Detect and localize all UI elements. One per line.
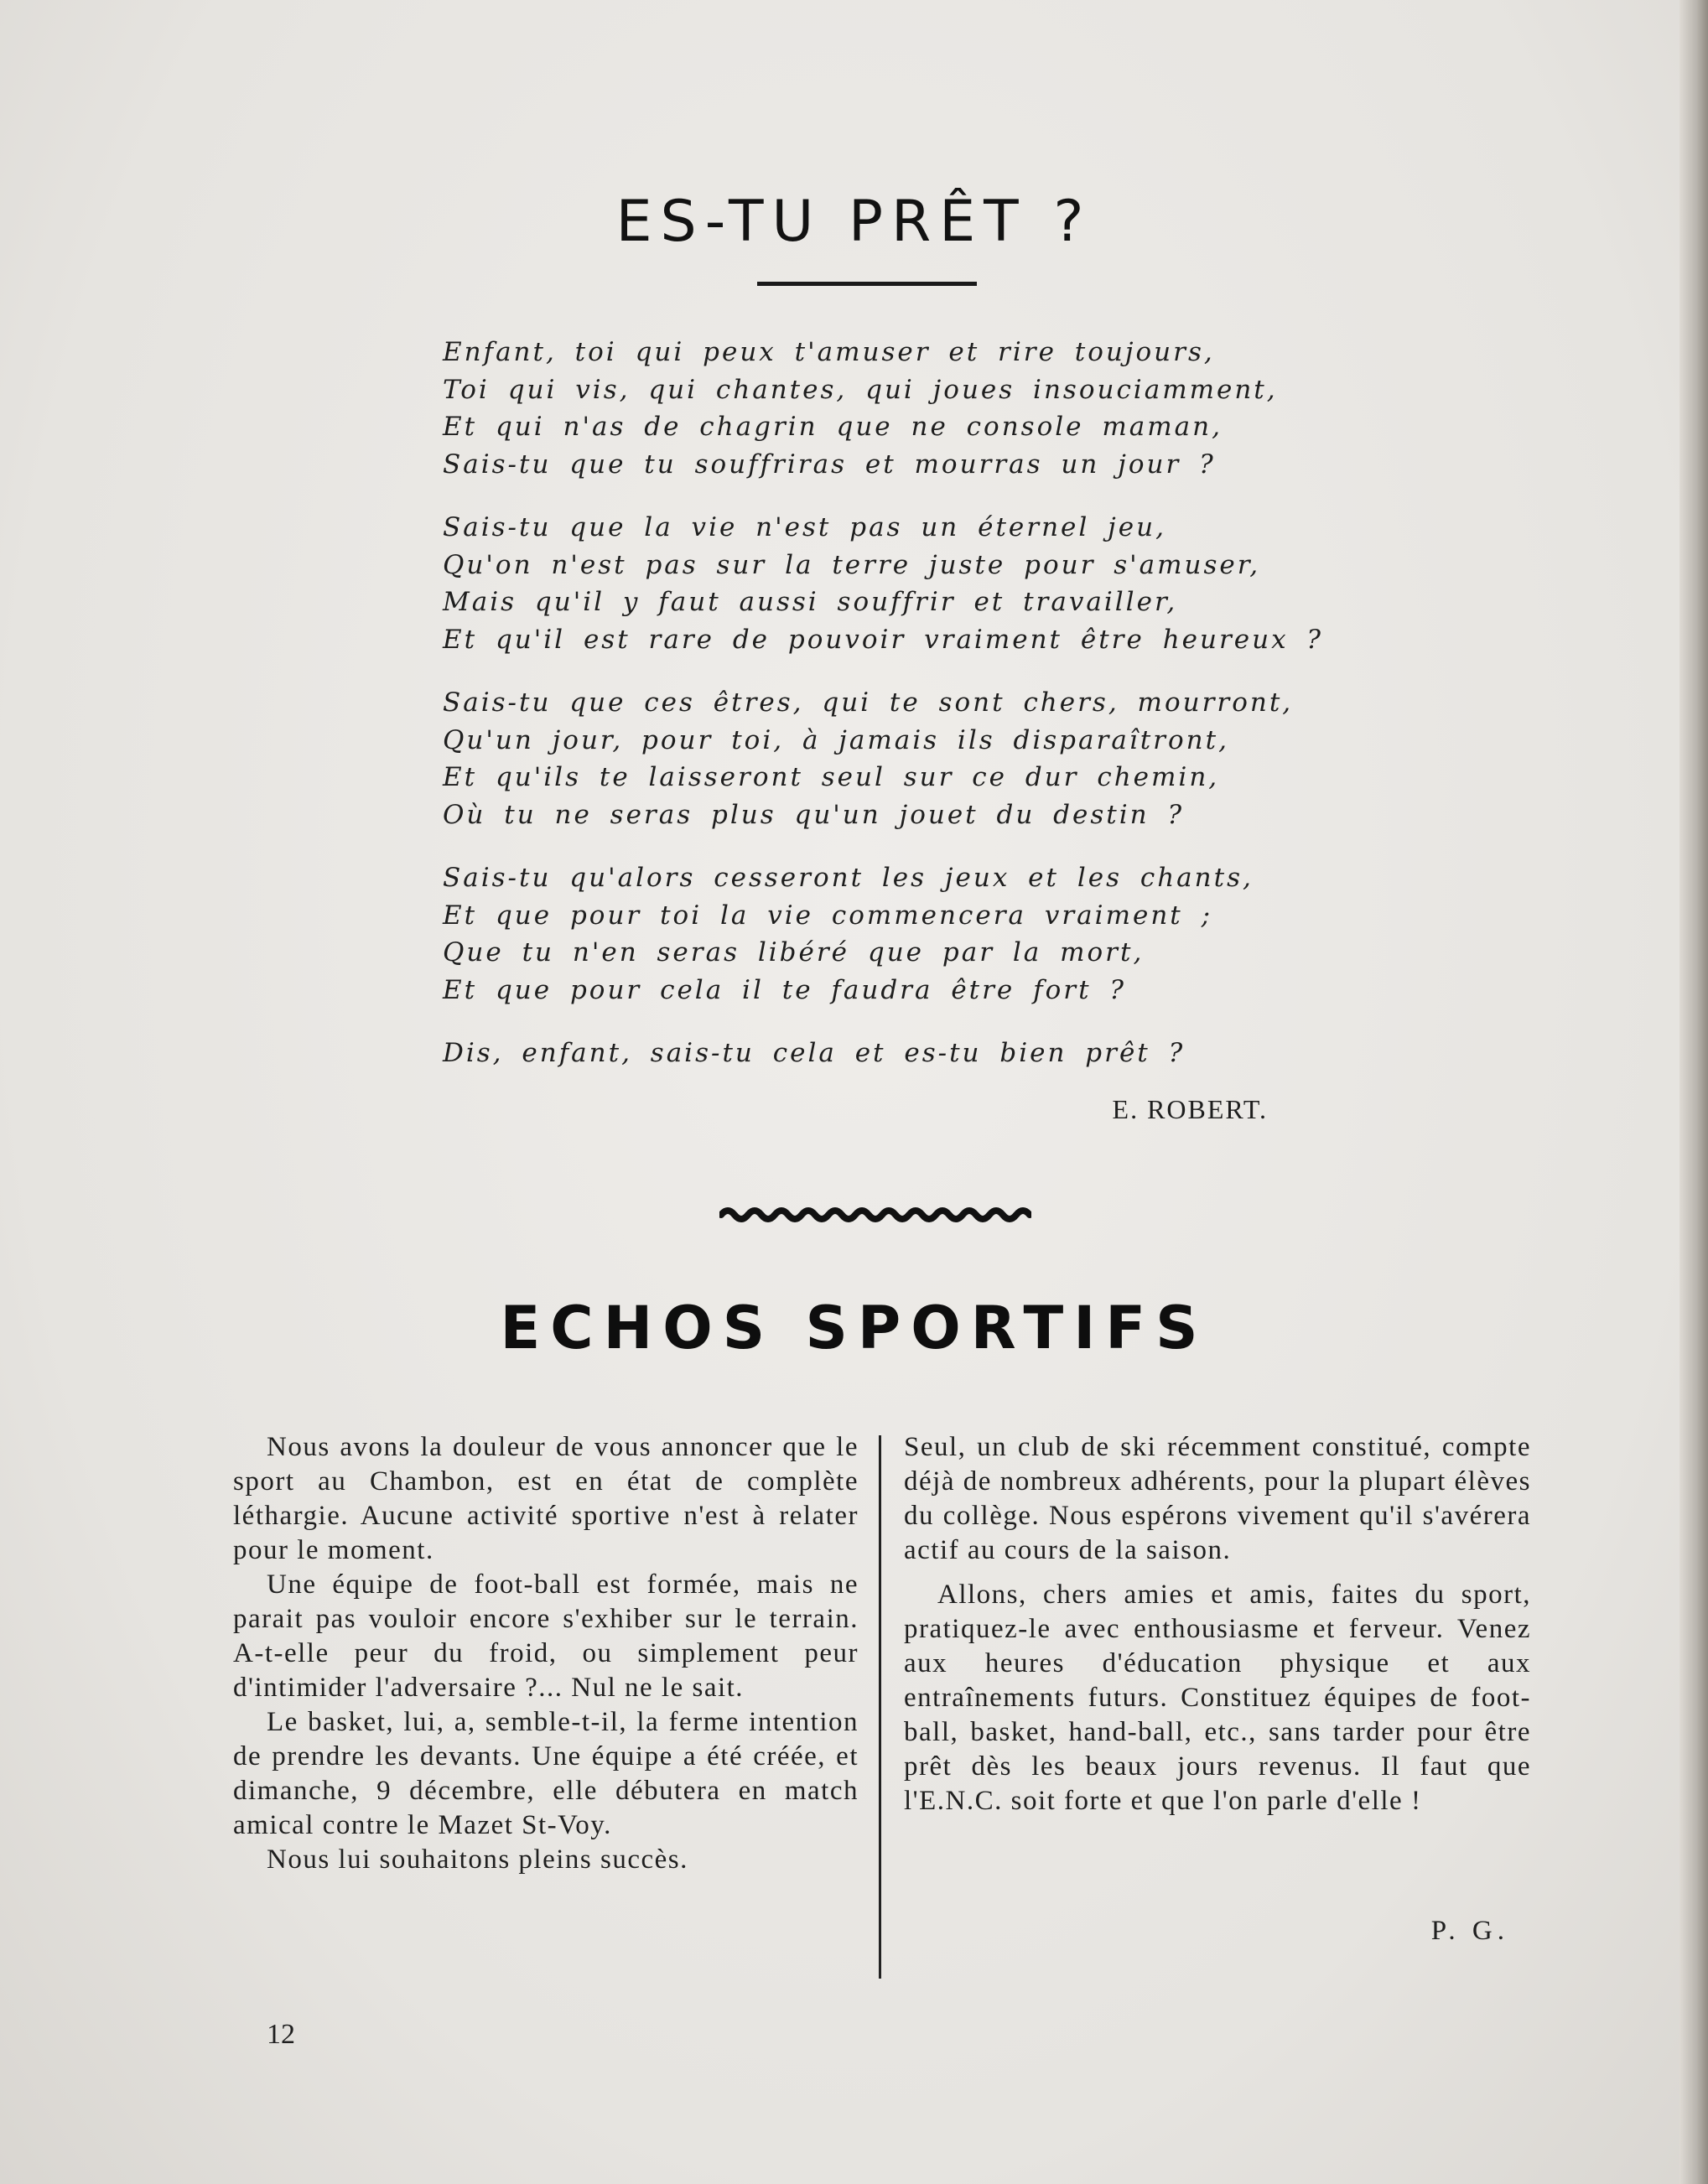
section-title: ECHOS SPORTIFS [500,1294,1208,1362]
article-paragraph: Allons, chers amies et amis, faites du sport, pratiquez-le avec enthousiasme et ferveur. Venez aux heures d'éducation physique et aux entraînements futurs. Constituez équipes de foot-ball, basket, hand-ball, etc., sans tarder pour être prêt dès les beaux jours revenus. Il faut que l'E.N.C. soit forte et que l'on parle d'elle ! [904,1580,1531,1816]
stanza [443,509,1324,658]
poem-line: Et que pour cela il te faudra être fort ? [443,974,1127,1005]
page-edge [1679,0,1708,2184]
wavy-divider [719,1204,1031,1226]
poem-line: Sais-tu que ces êtres, qui te sont chers, mourront, [443,687,1294,718]
poem-line: Sais-tu qu'alors cesseront les jeux et les chants, [443,863,1254,893]
article-right-column [904,1430,1531,1818]
page-number: 12 [267,2019,295,2050]
poem-line: Sais-tu que la vie n'est pas un éternel jeu, [443,512,1166,542]
poem-line: Où tu ne seras plus qu'un jouet du destin ? [443,799,1185,830]
stanza [443,1035,1298,1072]
poem-line: Qu'un jour, pour toi, à jamais ils disparaîtront, [443,724,1229,755]
poem-line: Qu'on n'est pas sur la terre juste pour s'amuser, [443,549,1261,580]
poem-line: Que tu n'en seras libéré que par la mort, [443,937,1145,967]
poem-line: Sais-tu que tu souffriras et mourras un jour ? [443,449,1216,480]
poem-line: Mais qu'il y faut aussi souffrir et travailler, [443,587,1178,617]
poem-line: Et qu'il est rare de pouvoir vraiment être heureux ? [443,624,1324,655]
stanza [443,684,1298,833]
article-left-column [233,1430,859,1877]
poem-body [443,334,1324,1098]
article-paragraph: Seul, un club de ski récemment constitué, compte déjà de nombreux adhérents, pour la plupart élèves du collège. Nous espérons vivement qu'il s'avérera actif au cours de la saison. [904,1432,1531,1565]
column-divider [879,1435,881,1979]
poem-author: E. ROBERT. [1112,1094,1268,1124]
poem-line: Enfant, toi qui peux t'amuser et rire toujours, [443,337,1215,367]
article-paragraph: Nous lui souhaitons pleins succès. [267,1844,688,1875]
poem-line: Dis, enfant, sais-tu cela et es-tu bien prêt ? [443,1038,1186,1068]
poem-line: Et qui n'as de chagrin que ne console maman, [443,412,1223,442]
stanza [443,859,1298,1009]
poem-line: Et que pour toi la vie commencera vraiment ; [443,900,1213,931]
article-paragraph: Nous avons la douleur de vous annoncer que le sport au Chambon, est en état de complète léthargie. Aucune activité sportive n'est à relater pour le moment. [233,1432,859,1565]
title-rule [757,282,977,286]
poem-line: Et qu'ils te laisseront seul sur ce dur chemin, [443,762,1220,792]
article-paragraph: Une équipe de foot-ball est formée, mais ne parait pas vouloir encore s'exhiber sur le terrain. A-t-elle peur du froid, ou simplement peur d'intimider l'adversaire ?... Nul ne le sait. [233,1569,859,1703]
stanza [443,334,1298,483]
article-paragraph: Le basket, lui, a, semble-t-il, la ferme intention de prendre les devants. Une équipe a été créée, et dimanche, 9 décembre, elle débutera en match amical contre le Mazet St-Voy. [233,1707,859,1840]
poem-title: ES-TU PRÊT ? [615,189,1093,255]
article-signature: P. G. [1430,1916,1509,1946]
poem-line: Toi qui vis, qui chantes, qui joues insouciamment, [443,374,1278,405]
